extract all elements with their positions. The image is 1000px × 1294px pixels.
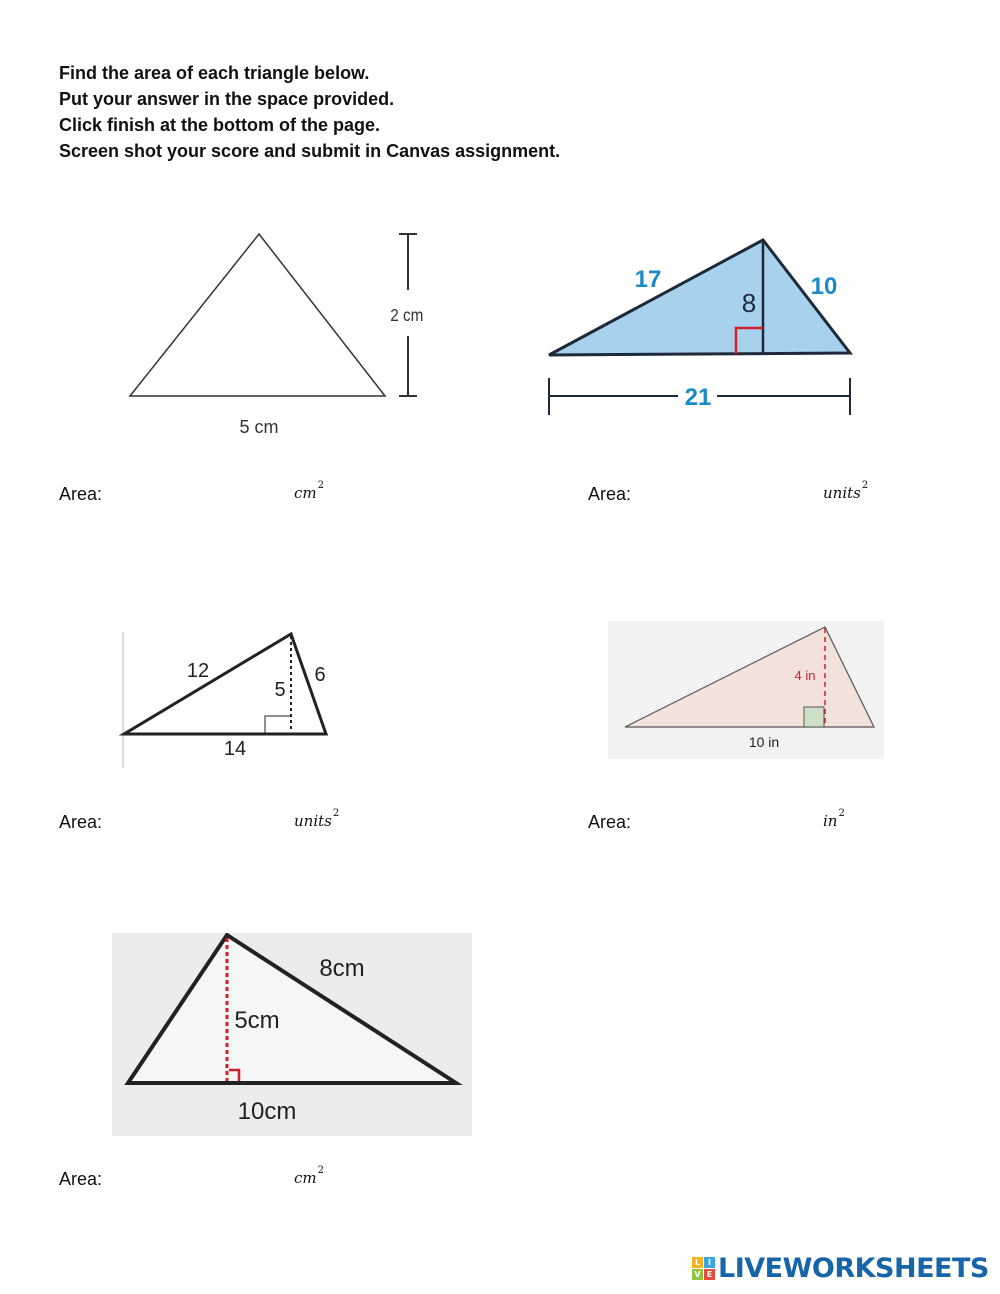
area-label-1: Area:	[59, 484, 103, 504]
unit-exponent: 2	[317, 1165, 324, 1176]
base-label: 10 in	[748, 734, 780, 750]
answer-input-4[interactable]	[640, 809, 815, 835]
triangle-shape	[124, 634, 326, 734]
unit-text: units	[294, 812, 332, 830]
logo-mark-icon	[692, 1257, 715, 1280]
triangle-figure-2	[530, 215, 870, 420]
answer-input-2[interactable]	[640, 481, 815, 507]
instruction-line-2: Put your answer in the space provided.	[59, 89, 395, 109]
unit-label-1	[294, 480, 324, 502]
answer-input-5[interactable]	[110, 1166, 288, 1192]
triangle-figure-4	[608, 621, 884, 759]
unit-label-2	[823, 480, 869, 502]
unit-exponent: 2	[861, 480, 869, 491]
logo-mark-letter: E	[704, 1269, 715, 1280]
triangle-figure-5	[112, 933, 472, 1136]
height-label: 4 in	[794, 668, 816, 683]
logo-mark-letter: L	[692, 1257, 703, 1268]
logo-mark-letter: V	[692, 1269, 703, 1280]
unit-text: in	[823, 812, 838, 830]
unit-text: units	[823, 484, 861, 502]
answer-input-1[interactable]	[110, 481, 290, 507]
triangle-figure-1	[100, 200, 460, 450]
height-label: 8	[741, 288, 757, 318]
base-label: 14	[223, 738, 247, 760]
instruction-line-3: Click finish at the bottom of the page.	[59, 115, 381, 135]
area-label-3: Area:	[59, 812, 103, 832]
answer-input-3[interactable]	[110, 809, 288, 835]
triangle-shape	[549, 240, 850, 355]
instructions	[59, 60, 560, 164]
side-label-b: 6	[314, 664, 326, 686]
height-label: 5	[274, 679, 286, 701]
side-label: 8cm	[319, 955, 365, 982]
base-label: 5 cm	[239, 417, 279, 437]
height-label: 2 cm	[390, 304, 424, 326]
right-angle-marker	[804, 707, 824, 727]
unit-label-3	[294, 808, 340, 830]
unit-exponent: 2	[332, 808, 340, 819]
instruction-line-4: Screen shot your score and submit in Canvas assignment.	[59, 141, 561, 161]
unit-text: cm	[294, 484, 317, 502]
base-label: 21	[684, 384, 712, 411]
area-label-4: Area:	[588, 812, 632, 832]
unit-label-5	[294, 1165, 324, 1187]
right-angle-marker	[265, 716, 290, 733]
instruction-line-1: Find the area of each triangle below.	[59, 63, 370, 83]
liveworksheets-logo	[692, 1253, 989, 1284]
unit-exponent: 2	[317, 480, 324, 491]
side-label-a: 17	[634, 266, 662, 293]
unit-exponent: 2	[838, 808, 845, 819]
side-label-a: 12	[186, 660, 210, 682]
logo-mark-letter: I	[704, 1257, 715, 1268]
base-label: 10cm	[237, 1098, 297, 1125]
height-label: 5cm	[234, 1007, 280, 1034]
logo-text: LIVEWORKSHEETS	[718, 1253, 989, 1284]
side-label-b: 10	[810, 273, 838, 300]
unit-text: cm	[294, 1169, 317, 1187]
area-label-5: Area:	[59, 1169, 103, 1189]
triangle-figure-3	[115, 620, 345, 775]
area-label-2: Area:	[588, 484, 632, 504]
triangle-shape	[130, 234, 385, 396]
unit-label-4	[823, 808, 845, 830]
